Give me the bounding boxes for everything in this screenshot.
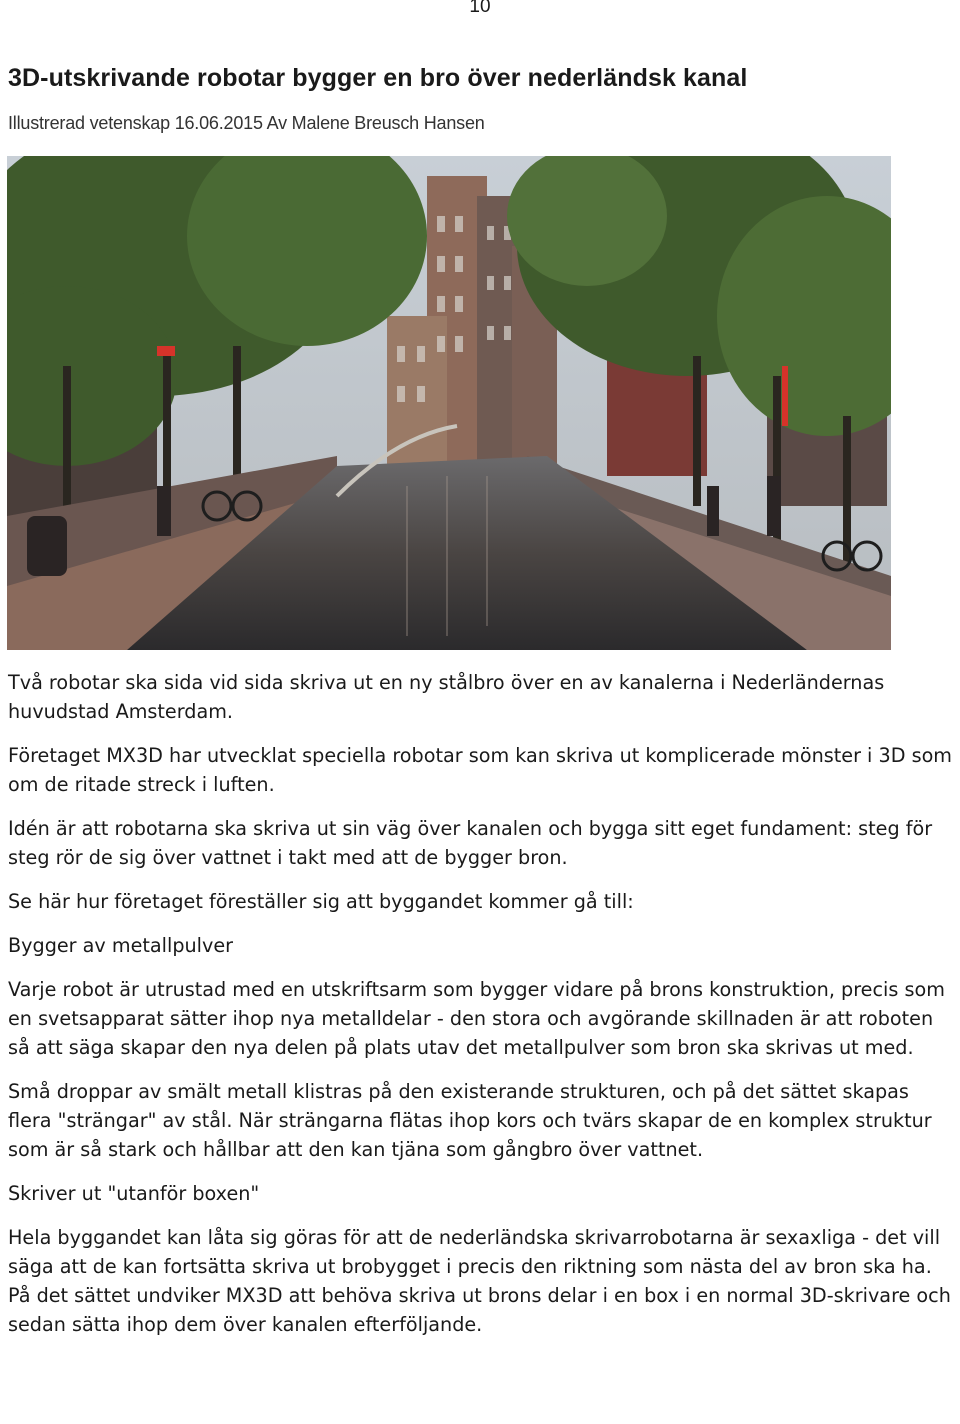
paragraph-7: Hela byggandet kan låta sig göras för att de nederländska skrivarrobotarna är sexaxliga - det vill säga att de kan fortsätta skriva ut brobygget i precis den riktning som nästa del av bron ska ha. På det sättet undviker MX3D att behöva skriva ut brons delar i en box i en normal 3D-skrivare och sedan sätta ihop dem över kanalen efterföljande. (8, 1226, 951, 1336)
section-heading-metallpulver: Bygger av metallpulver (8, 934, 234, 957)
page-number: 10 (469, 0, 491, 17)
paragraph-1: Två robotar ska sida vid sida skriva ut en ny stålbro över en av kanalerna i Nederländernas huvudstad Amsterdam. (8, 671, 885, 723)
canal-photo (7, 156, 891, 650)
paragraph-4: Se här hur företaget föreställer sig att byggandet kommer gå till: (8, 890, 634, 913)
article-body (8, 668, 956, 1354)
paragraph-5: Varje robot är utrustad med en utskriftsarm som bygger vidare på brons konstruktion, precis som en svetsapparat sätter ihop nya metalldelar - den stora och avgörande skillnaden är att roboten så att säga skapar den nya delen på plats utav det metallpulver som bron ska skrivas ut med. (8, 978, 945, 1059)
paragraph-2: Företaget MX3D har utvecklat speciella robotar som kan skriva ut komplicerade mönster i 3D som om de ritade streck i luften. (8, 744, 952, 796)
section-heading-utanfor-boxen: Skriver ut "utanför boxen" (8, 1182, 260, 1205)
paragraph-6: Små droppar av smält metall klistras på den existerande strukturen, och på det sättet skapas flera "strängar" av stål. När strängarna flätas ihop kors och tvärs skapar de en komplex struktur som är så stark och hållbar att den kan tjäna som gångbro över vattnet. (8, 1080, 932, 1161)
article-title: 3D-utskrivande robotar bygger en bro över nederländsk kanal (8, 64, 748, 92)
paragraph-3: Idén är att robotarna ska skriva ut sin väg över kanalen och bygga sitt eget fundament: steg för steg rör de sig över vattnet i takt med att de bygger bron. (8, 817, 933, 869)
article-byline: Illustrerad vetenskap 16.06.2015 Av Malene Breusch Hansen (8, 113, 485, 133)
